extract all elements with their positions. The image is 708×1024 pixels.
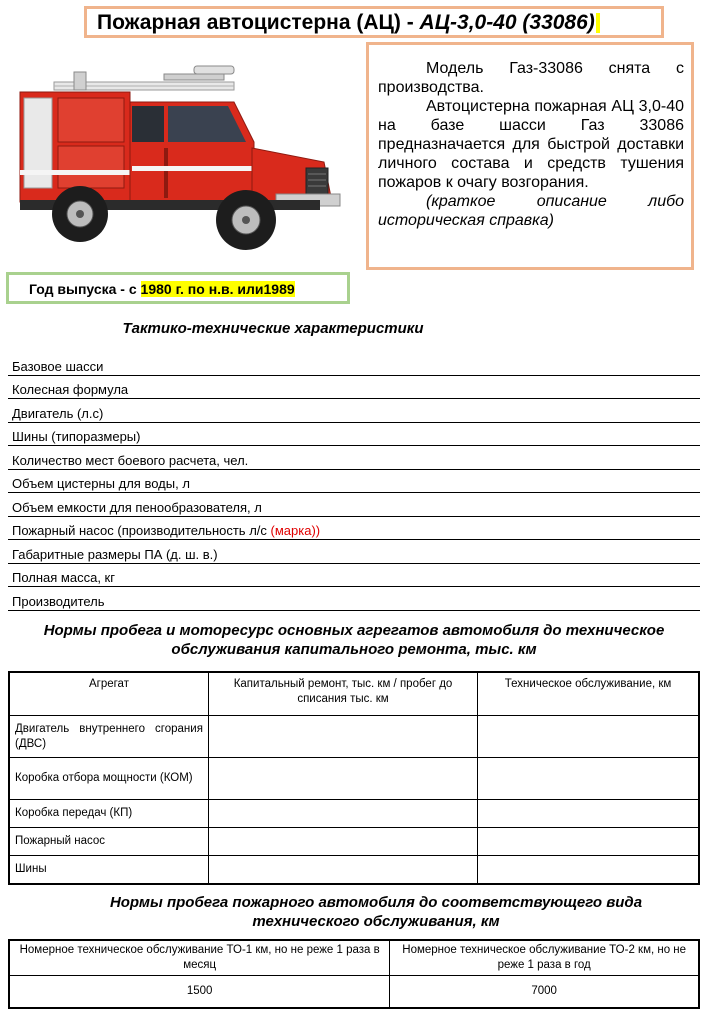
table-row (9, 800, 699, 828)
spec-label: Объем цистерны для воды, л (8, 469, 700, 493)
year-box (6, 272, 350, 304)
column-header: Номерное техническое обслуживание ТО-1 км, но не реже 1 раза в месяц (9, 940, 390, 976)
to1-value: 1500 (9, 976, 390, 1009)
aggregate-name: Двигатель внутреннего сгорания (ДВС) (9, 716, 208, 758)
year-value: 1980 г. по н.в. или1989 (140, 281, 295, 297)
table-cell (208, 758, 477, 800)
column-header: Номерное техническое обслуживание ТО-2 км, но не реже 1 раза в год (390, 940, 699, 976)
table-cell (208, 800, 477, 828)
table-row (8, 563, 700, 587)
fire-truck-image (14, 62, 354, 262)
specs-heading: Тактико-технические характеристики (122, 320, 424, 337)
table-header-row (9, 672, 699, 716)
table-cell (208, 856, 477, 884)
table-row (8, 469, 700, 493)
spec-label: Колесная формула (8, 375, 700, 399)
table-cell (478, 716, 699, 758)
maintenance-heading-line-1: Нормы пробега пожарного автомобиля до соответствующего вида (109, 894, 643, 911)
aggregate-name: Шины (9, 856, 208, 884)
maintenance-heading (56, 893, 696, 931)
spec-label: Количество мест боевого расчета, чел. (8, 446, 700, 470)
year-label: Год выпуска - с (29, 281, 141, 297)
aggregate-name: Коробка передач (КП) (9, 800, 208, 828)
column-header: Агрегат (9, 672, 208, 716)
table-header-row (9, 940, 699, 976)
page-title (97, 10, 600, 36)
table-row (8, 493, 700, 517)
year-text (29, 281, 295, 297)
column-header: Капитальный ремонт, тыс. км / пробег до списания тыс. км (208, 672, 477, 716)
maintenance-table (8, 939, 700, 1009)
mileage-table (8, 671, 700, 885)
title-main: Пожарная автоцистерна (АЦ) - (97, 11, 420, 34)
table-row (8, 422, 700, 446)
spec-label: Полная масса, кг (8, 563, 700, 587)
table-row (8, 375, 700, 399)
table-cell (208, 716, 477, 758)
aggregate-name: Коробка отбора мощности (КОМ) (9, 758, 208, 800)
front-wheel (216, 190, 276, 250)
description-note: (краткое описание либо историческая справка) (378, 193, 684, 229)
title-box (84, 6, 664, 38)
mileage-heading-line-1: Нормы пробега и моторесурс основных агрегатов автомобиля до техническое (43, 622, 665, 639)
aggregate-name: Пожарный насос (9, 828, 208, 856)
table-row (8, 540, 700, 564)
spec-label: Шины (типоразмеры) (8, 422, 700, 446)
table-cell (478, 828, 699, 856)
table-row (9, 976, 699, 1009)
roof-ladder (54, 66, 234, 90)
spec-label: Базовое шасси (8, 352, 700, 375)
table-row (9, 828, 699, 856)
specs-table (8, 352, 700, 611)
description-box (366, 42, 694, 270)
table-cell (208, 828, 477, 856)
rear-wheel (52, 186, 108, 242)
description-paragraph-2: Автоцистерна пожарная АЦ 3,0-40 на базе шасси Газ 33086 предназначается для быстрой доставки личного состава и средств тушения пожаров к очагу возгорания. (378, 98, 684, 191)
table-row (9, 758, 699, 800)
table-row (8, 587, 700, 611)
pump-label: Пожарный насос (производительность л/с (12, 523, 271, 538)
spec-label: Производитель (8, 587, 700, 611)
table-row (8, 516, 700, 540)
table-row (9, 856, 699, 884)
description-text (378, 59, 684, 230)
table-cell (478, 856, 699, 884)
mileage-heading-line-2: обслуживания капитального ремонта, тыс. км (171, 641, 537, 658)
spec-label: Габаритные размеры ПА (д. ш. в.) (8, 540, 700, 564)
pump-mark: (марка)) (270, 523, 321, 538)
table-row (8, 399, 700, 423)
spec-label: Объем емкости для пенообразователя, л (8, 493, 700, 517)
spec-label: Двигатель (л.с) (8, 399, 700, 423)
table-row (9, 716, 699, 758)
description-paragraph-1: Модель Газ-33086 снята с производства. (378, 60, 684, 96)
table-cell (478, 758, 699, 800)
table-row (8, 352, 700, 375)
spec-label-pump (8, 516, 700, 540)
table-cell (478, 800, 699, 828)
title-model: АЦ-3,0-40 (33086) (419, 11, 595, 34)
mileage-heading (8, 621, 700, 659)
to2-value: 7000 (390, 976, 699, 1009)
maintenance-heading-line-2: технического обслуживания, км (252, 913, 500, 930)
text-cursor-highlight (596, 13, 600, 33)
column-header: Техническое обслуживание, км (478, 672, 699, 716)
table-row (8, 446, 700, 470)
